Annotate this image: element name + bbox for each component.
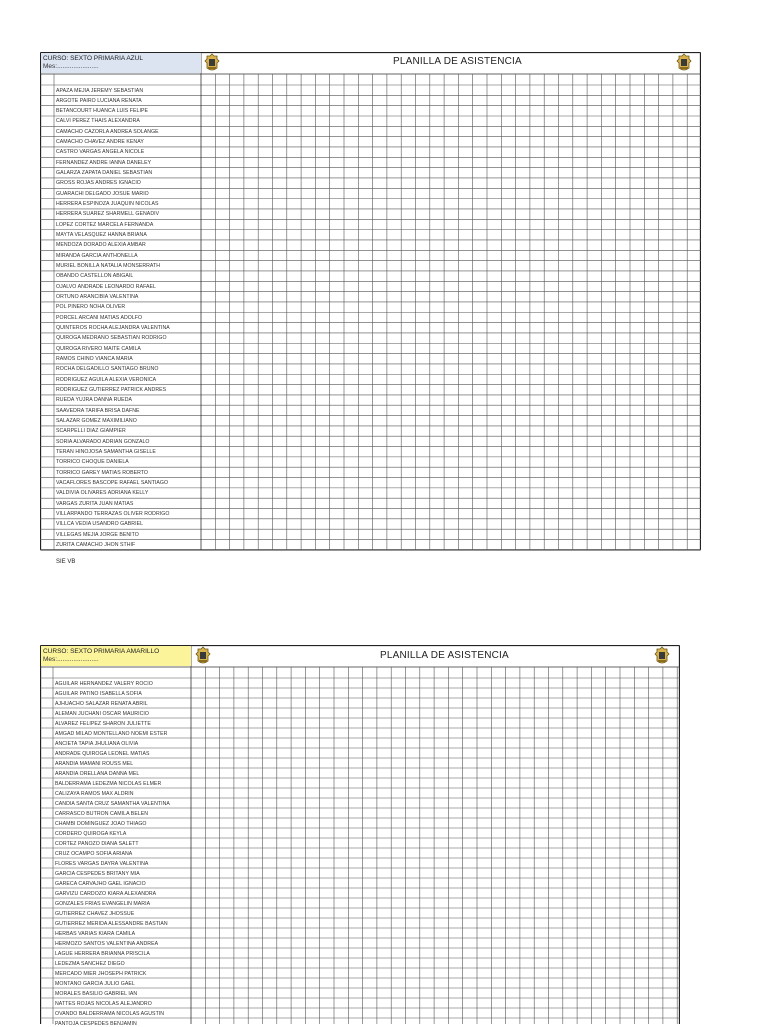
student-name: GALARZA ZAPATA DANIEL SEBASTIAN [56,170,153,177]
student-name: CALIZAYA RAMOS MAX ALDRIN [55,790,134,797]
student-name: OJALVO ANDRADE LEONARDO RAFAEL [56,283,156,290]
student-name: MENDOZA DORADO ALEXIA AMBAR [56,242,146,249]
student-name: VALDIVIA OLIVARES ADRIANA KELLY [56,490,149,497]
student-name: OVANDO BALDERRAMA NICOLAS AGUSTIN [55,1010,165,1017]
month-field[interactable]: Mes:....................... [43,656,99,663]
student-name: AJHUACHO SALAZAR RENATA ABRIL [55,700,148,707]
student-name: CANDIA SANTA CRUZ SAMANTHA VALENTINA [55,800,170,807]
student-name: MERCADO MIER JHOSEPH PATRICK [55,970,147,977]
student-name: ZURITA CAMACHO JHON STHIF [56,542,136,549]
student-name: CARRASCO BUTRON CAMILA BELEN [55,810,149,817]
student-name: OBANDO CASTELLON ABIGAIL [56,273,134,280]
attendance-sheet-amarillo [40,645,680,1027]
student-name: AGUILAR HERNANDEZ VALERY ROCIO [55,680,153,687]
student-name: CORDERO QUIROGA KEYLA [55,830,127,837]
course-header [41,53,201,73]
student-name: ANDRADE QUIROGA LEONEL MATIAS [55,750,150,757]
student-name: GARECA CARVAJHO GAEL IGNACIO [55,880,146,887]
course-header [41,646,191,666]
student-name: LAGUE HERRERA BRIANNA PRISCILA [55,950,150,957]
student-name: GONZALES FRIAS EVANGELIN MARIA [55,900,151,907]
student-name: RODRIGUEZ AGUILA ALEXIA VERONICA [56,376,157,383]
student-name: VILLCA VEDIA USANDRO GABRIEL [56,521,144,528]
student-name: CAMACHO CHAVEZ ANDRE KENAY [56,139,144,146]
course-label: CURSO: SEXTO PRIMARIA AMARILLO [43,648,160,655]
student-name: ARANDIA ORELLANA DANNA MEL [55,770,140,777]
student-name: FERNANDEZ ANDRE IANNA DANELEY [56,159,152,166]
student-name: CAMACHO CAZORLA ANDREA SOLANGE [56,128,159,135]
student-name: MURIEL BONILLA NATALIA MONSERRATH [56,263,161,270]
student-name: POL PIÑERO NOHA OLIVER [56,304,126,311]
student-name: VARGAS ZURITA JUAN MATIAS [56,500,134,507]
student-name: TERAN HINOJOSA SAMANTHA GISELLE [56,449,156,456]
student-name: APAZA MEJIA JEREMY SEBASTIAN [56,87,144,94]
student-name: PORCEL ARCANI MATIAS ADOLFO [56,314,143,321]
school-crest-icon [204,53,220,73]
student-name: GARCIA CESPEDES BRITANY MIA [55,870,140,877]
student-name: ARANDIA MAMANI ROUSS MEL [55,760,134,767]
student-name: TORRICO GAREY MATIAS ROBERTO [56,469,149,476]
student-name: LOPEZ CORTEZ MARCELA FERNANDA [56,221,154,228]
student-name: HERMOZO SANTOS VALENTINA ANDREA [55,940,159,947]
student-name: RODRIGUEZ GUTIERREZ PATRICK ANDRES [56,387,167,394]
student-name: GARVIZU CARDOZO KIARA ALEXANDRA [55,890,157,897]
student-name: RUEDA YUJRA DANNA RUEDA [56,397,133,404]
student-name: TORRICO CHOQUE DANIELA [56,459,129,466]
student-name: MIRANDA GARCIA ANTHONELLA [56,252,138,259]
student-name: ARGOTE PAIRO LUCIANA RENATA [56,97,142,104]
student-name: NATTES ROJAS NICOLAS ALEJANDRO [55,1000,152,1007]
student-name: HERRERA ESPINOZA JUAQUIN NICOLAS [56,201,159,208]
student-name: QUIROGA RIVERO MAITE CAMILA [56,345,141,352]
student-name: GUTIERREZ CHAVEZ JHOSSUE [55,910,135,917]
student-name: HERRERA SUAREZ SHARMELL GENADIV [56,211,160,218]
sheet-footer: SIE VB [56,559,76,565]
student-name: VACAFLORES BASCOPE RAFAEL SANTIAGO [56,480,169,487]
course-label: CURSO: SEXTO PRIMARIA AZUL [43,55,143,62]
student-name: MORALES BASILIO GABRIEL IAN [55,990,138,997]
attendance-sheet-azul [40,52,701,570]
student-name: BALDERRAMA LEDEZMA NICOLAS ELMER [55,780,162,787]
school-crest-icon [676,53,692,73]
student-name: SCARPELLI DIAZ GIAMPIER [56,428,126,435]
student-name: ROCHA DELGADILLO SANTIAGO BRUNO [56,366,159,373]
student-name: CORTEZ PANOZO DIANA SALETT [55,840,139,847]
student-name: QUIROGA MEDRANO SEBASTIAN RODRIGO [56,335,167,342]
student-name: ORTUÑO ARANCIBIA VALENTINA [56,294,139,301]
student-name: LEDEZMA SANCHEZ DIEGO [55,960,125,967]
student-name: GUTIERREZ MERIDA ALESSANDRE BASTIAN [55,920,168,927]
student-name: VILLEGAS MEJIA JORGE BENITO [56,531,139,538]
student-name: BETANCOURT HUANCA LUIS FELIPE [56,108,148,115]
school-crest-icon [654,646,670,666]
student-name: RAMOS CHINO VIANCA MARIA [56,356,133,363]
student-name: SAAVEDRA TARIFA BRISA DAFNE [56,407,140,414]
student-name: ANCIETA TAPIA JHULIANA OLIVIA [55,740,139,747]
student-name: SALAZAR GOMEZ MAXIMILIANO [56,418,137,425]
student-name: GUARACHI DELGADO JOSUE MARIO [56,190,149,197]
student-name: ALVAREZ FELIPEZ SHARON JULIETTE [55,720,151,727]
sheet-title: PLANILLA DE ASISTENCIA [393,56,522,67]
student-name: GROSS ROJAS ANDRES IGNACIO [56,180,141,187]
student-name: HERBAS VARIAS KIARA CAMILA [55,930,136,937]
student-name: AGUILAR PATIÑO ISABELLA SOFIA [55,690,142,697]
student-name: CALVI PEREZ THAIS ALEXANDRA [56,118,140,125]
student-name: QUINTEROS ROCHA ALEJANDRA VALENTINA [56,325,170,332]
student-name: FLORES VARGAS DAYRA VALENTINA [55,860,149,867]
sheet-title: PLANILLA DE ASISTENCIA [380,650,509,661]
student-name: PANTOJA CESPEDES BENJAMIN [55,1020,137,1027]
student-name: AMGAD MILAD MONTELLANO NOEMI ESTER [55,730,168,737]
student-name: MONTAÑO GARCIA JULIO GAEL [55,980,135,987]
student-name: SORIA ALVARADO ADRIAN GONZALO [56,438,150,445]
student-name: CASTRO VARGAS ANGELA NICOLE [56,149,145,156]
student-name: CRUZ OCAMPO SOFIA ARIANA [55,850,133,857]
student-name: VILLARPANDO TERRAZAS OLIVER RODRIGO [56,511,170,518]
student-name: CHAMBI DOMINGUEZ JOAO THIAGO [55,820,147,827]
student-name: ALEMAN JUCHANI OSCAR MAURICIO [55,710,149,717]
student-name: MAYTA VELASQUEZ HANNA BRIANA [56,232,147,239]
school-crest-icon [195,646,211,666]
month-field[interactable]: Mes:....................... [43,63,99,70]
